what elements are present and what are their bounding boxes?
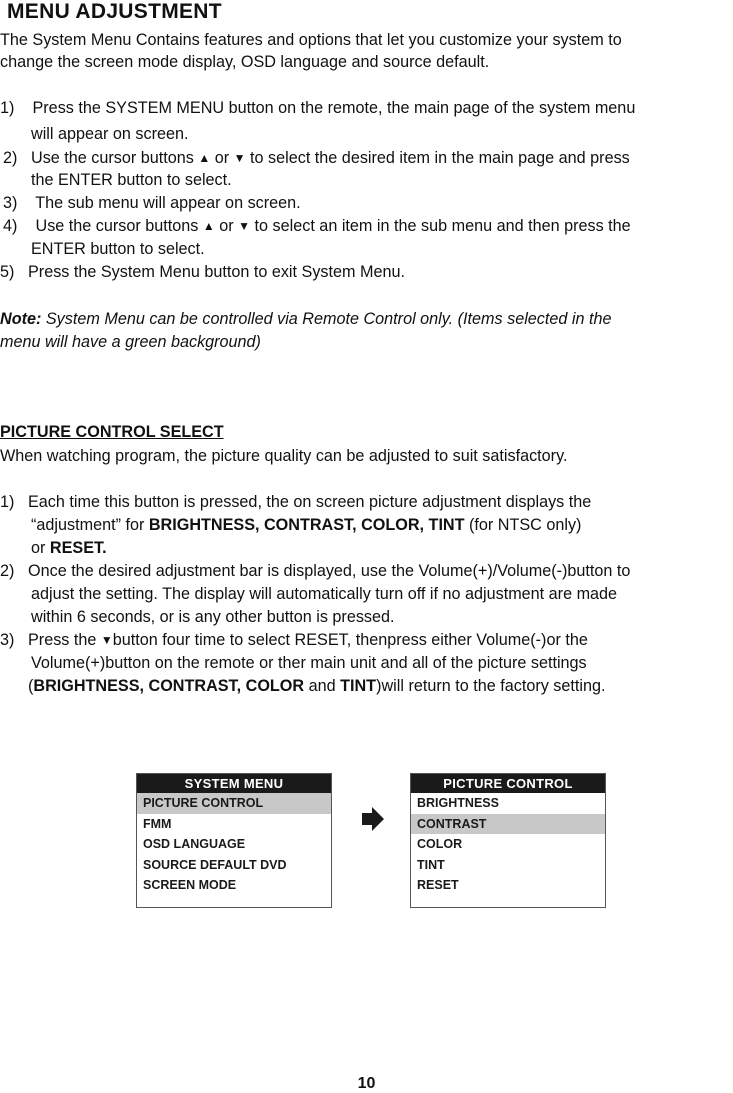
- picture-menu-item: TINT: [417, 857, 445, 872]
- picture-menu-item: CONTRAST: [411, 814, 605, 835]
- up-triangle-icon: ▲: [198, 151, 211, 165]
- menu-step-5: 5) Press the System Menu button to exit System Menu.: [0, 263, 405, 281]
- system-menu-item: FMM: [143, 816, 172, 831]
- menu-step-4-cont: ENTER button to select.: [31, 240, 205, 258]
- menu-step-2-cont: the ENTER button to select.: [31, 171, 232, 189]
- system-menu-item: OSD LANGUAGE: [143, 837, 246, 851]
- right-arrow-icon: [362, 807, 384, 831]
- picture-menu-item: RESET: [417, 878, 459, 892]
- picture-step-1: 1) Each time this button is pressed, the on screen picture adjustment displays the: [0, 493, 592, 511]
- system-menu-item: SOURCE DEFAULT DVD: [143, 857, 287, 872]
- picture-step-3-cont: Volume(+)button on the remote or ther main unit and all of the picture settings: [31, 654, 587, 672]
- menu-step-3: 3) The sub menu will appear on screen.: [3, 194, 301, 212]
- up-triangle-icon: ▲: [202, 219, 215, 233]
- picture-step-1-cont2: or RESET.: [31, 539, 107, 557]
- menu-step-1-cont: will appear on screen.: [31, 125, 189, 143]
- page-number: 10: [357, 1075, 376, 1092]
- menu-step-4: 4) Use the cursor buttons ▲ or ▼ to select an item in the sub menu and then press the: [3, 217, 631, 235]
- picture-step-3-cont2: (BRIGHTNESS, CONTRAST, COLOR and TINT)will return to the factory setting.: [28, 677, 606, 695]
- page-title: MENU ADJUSTMENT: [7, 0, 222, 23]
- menu-step-2: 2) Use the cursor buttons ▲ or ▼ to select the desired item in the main page and press: [3, 149, 630, 167]
- intro-line-2: change the screen mode display, OSD language and source default.: [0, 53, 490, 71]
- down-triangle-icon: ▼: [100, 633, 113, 647]
- picture-step-3: 3) Press the ▼button four time to select RESET, thenpress either Volume(-)or the: [0, 631, 588, 649]
- picture-control-header: PICTURE CONTROL: [411, 774, 605, 793]
- menu-step-1: 1) Press the SYSTEM MENU button on the remote, the main page of the system menu: [0, 99, 636, 117]
- section-title: PICTURE CONTROL SELECT: [0, 423, 224, 441]
- system-menu-panel: [136, 773, 332, 908]
- down-triangle-icon: ▼: [233, 151, 246, 165]
- section-intro: When watching program, the picture quality can be adjusted to suit satisfactory.: [0, 447, 568, 465]
- picture-menu-item: BRIGHTNESS: [417, 796, 499, 810]
- intro-line-1: The System Menu Contains features and options that let you customize your system to: [0, 31, 622, 49]
- system-menu-item: PICTURE CONTROL: [137, 793, 331, 814]
- down-triangle-icon: ▼: [238, 219, 251, 233]
- note-line-2: menu will have a green background): [0, 333, 261, 351]
- picture-step-2-cont2: within 6 seconds, or is any other button is pressed.: [31, 608, 395, 626]
- system-menu-item: SCREEN MODE: [143, 878, 237, 892]
- picture-step-1-cont: “adjustment” for BRIGHTNESS, CONTRAST, COLOR, TINT (for NTSC only): [31, 516, 582, 534]
- picture-step-2-cont: adjust the setting. The display will automatically turn off if no adjustment are made: [31, 585, 618, 603]
- picture-menu-item: COLOR: [417, 837, 463, 851]
- picture-control-panel: [410, 773, 606, 908]
- note-line-1: Note: System Menu can be controlled via Remote Control only. (Items selected in the: [0, 310, 612, 328]
- system-menu-header: SYSTEM MENU: [137, 774, 331, 793]
- picture-step-2: 2) Once the desired adjustment bar is displayed, use the Volume(+)/Volume(-)button to: [0, 562, 631, 580]
